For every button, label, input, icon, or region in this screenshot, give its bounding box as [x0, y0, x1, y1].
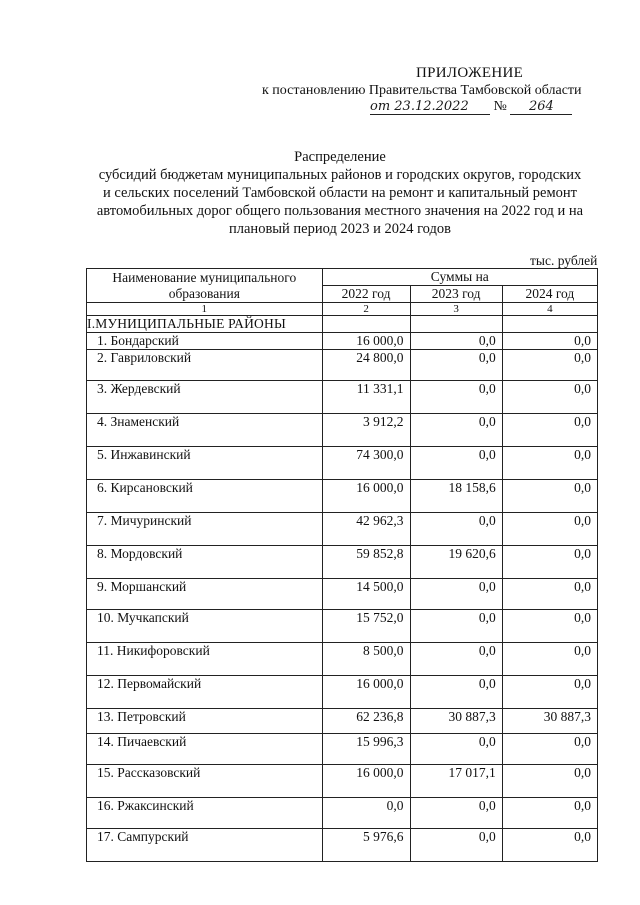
row-name: 7. Мичуринский — [87, 513, 323, 546]
col-header-name: Наименование муниципального образования — [87, 269, 323, 303]
row-value-2024: 0,0 — [502, 333, 597, 350]
table-row — [87, 513, 598, 546]
table-row — [87, 643, 598, 676]
row-name: 11. Никифоровский — [87, 643, 323, 676]
table-row — [87, 709, 598, 734]
row-value-2022: 16 000,0 — [322, 676, 410, 709]
row-name: 12. Первомайский — [87, 676, 323, 709]
date-handwritten: от 23.12.2022 — [370, 99, 490, 115]
row-value-2022: 42 962,3 — [322, 513, 410, 546]
col-header-2023: 2023 год — [410, 286, 502, 303]
title-line-5: плановый период 2023 и 2024 годов — [229, 221, 451, 237]
row-value-2022: 14 500,0 — [322, 579, 410, 610]
row-name: 17. Сампурский — [87, 829, 323, 862]
table-row — [87, 829, 598, 862]
section-empty-cell — [322, 316, 410, 333]
row-value-2022: 16 000,0 — [322, 333, 410, 350]
row-name: 5. Инжавинский — [87, 447, 323, 480]
row-name: 10. Мучкапский — [87, 610, 323, 643]
row-value-2024: 0,0 — [502, 829, 597, 862]
title-line-3: и сельских поселений Тамбовской области на ремонт и капитальный ремонт — [102, 185, 577, 201]
row-value-2022: 16 000,0 — [322, 765, 410, 798]
row-value-2023: 19 620,6 — [410, 546, 502, 579]
col-header-sums: Суммы на — [322, 269, 597, 286]
row-value-2023: 0,0 — [410, 798, 502, 829]
row-value-2024: 0,0 — [502, 381, 597, 414]
row-value-2024: 0,0 — [502, 414, 597, 447]
table-row — [87, 546, 598, 579]
row-value-2024: 0,0 — [502, 350, 597, 381]
row-value-2024: 30 887,3 — [502, 709, 597, 734]
row-value-2024: 0,0 — [502, 765, 597, 798]
row-value-2022: 11 331,1 — [322, 381, 410, 414]
row-name: 15. Рассказовский — [87, 765, 323, 798]
col-header-2022: 2022 год — [322, 286, 410, 303]
col-index-1: 1 — [87, 303, 323, 316]
table-row — [87, 765, 598, 798]
row-value-2023: 0,0 — [410, 676, 502, 709]
section-heading: I.МУНИЦИПАЛЬНЫЕ РАЙОНЫ — [87, 316, 323, 333]
resolution-reference: к постановлению Правительства Тамбовской области — [262, 83, 582, 98]
row-value-2022: 15 752,0 — [322, 610, 410, 643]
row-name: 8. Мордовский — [87, 546, 323, 579]
row-value-2023: 0,0 — [410, 381, 502, 414]
row-value-2023: 0,0 — [410, 350, 502, 381]
table-row — [87, 447, 598, 480]
row-value-2024: 0,0 — [502, 734, 597, 765]
row-value-2022: 5 976,6 — [322, 829, 410, 862]
row-value-2023: 30 887,3 — [410, 709, 502, 734]
section-empty-cell — [502, 316, 597, 333]
table-row — [87, 798, 598, 829]
row-name: 3. Жердевский — [87, 381, 323, 414]
row-value-2022: 16 000,0 — [322, 480, 410, 513]
row-value-2024: 0,0 — [502, 676, 597, 709]
row-value-2022: 74 300,0 — [322, 447, 410, 480]
row-name: 9. Моршанский — [87, 579, 323, 610]
table-row — [87, 480, 598, 513]
col-index-3: 3 — [410, 303, 502, 316]
row-name: 16. Ржаксинский — [87, 798, 323, 829]
title-line-4: автомобильных дорог общего пользования местного значения на 2022 год и на — [96, 203, 584, 219]
row-value-2024: 0,0 — [502, 610, 597, 643]
row-value-2022: 0,0 — [322, 798, 410, 829]
row-value-2023: 0,0 — [410, 333, 502, 350]
col-header-2024: 2024 год — [502, 286, 597, 303]
row-value-2024: 0,0 — [502, 480, 597, 513]
number-label: № — [493, 99, 507, 114]
table-row — [87, 610, 598, 643]
row-value-2023: 0,0 — [410, 829, 502, 862]
row-value-2022: 59 852,8 — [322, 546, 410, 579]
row-value-2022: 62 236,8 — [322, 709, 410, 734]
row-value-2023: 0,0 — [410, 734, 502, 765]
section-empty-cell — [410, 316, 502, 333]
row-name: 6. Кирсановский — [87, 480, 323, 513]
number-handwritten: 264 — [510, 99, 572, 115]
col-index-4: 4 — [502, 303, 597, 316]
row-name: 4. Знаменский — [87, 414, 323, 447]
row-value-2023: 0,0 — [410, 447, 502, 480]
title-line-2: субсидий бюджетам муниципальных районов и городских округов, городских — [98, 167, 582, 183]
row-value-2022: 8 500,0 — [322, 643, 410, 676]
row-name: 2. Гавриловский — [87, 350, 323, 381]
row-value-2022: 24 800,0 — [322, 350, 410, 381]
row-value-2024: 0,0 — [502, 546, 597, 579]
units-label: тыс. рублей — [530, 253, 598, 268]
row-name: 1. Бондарский — [87, 333, 323, 350]
row-value-2023: 18 158,6 — [410, 480, 502, 513]
row-value-2023: 0,0 — [410, 643, 502, 676]
row-value-2023: 0,0 — [410, 610, 502, 643]
table-row — [87, 381, 598, 414]
row-value-2024: 0,0 — [502, 643, 597, 676]
row-value-2022: 3 912,2 — [322, 414, 410, 447]
table-row — [87, 734, 598, 765]
resolution-date-number — [370, 98, 572, 116]
row-name: 13. Петровский — [87, 709, 323, 734]
row-value-2024: 0,0 — [502, 513, 597, 546]
row-value-2024: 0,0 — [502, 579, 597, 610]
row-value-2023: 0,0 — [410, 414, 502, 447]
table-row — [87, 676, 598, 709]
row-name: 14. Пичаевский — [87, 734, 323, 765]
row-value-2022: 15 996,3 — [322, 734, 410, 765]
row-value-2024: 0,0 — [502, 447, 597, 480]
col-index-2: 2 — [322, 303, 410, 316]
table-row — [87, 579, 598, 610]
row-value-2023: 17 017,1 — [410, 765, 502, 798]
row-value-2023: 0,0 — [410, 513, 502, 546]
table-row — [87, 350, 598, 381]
document-title — [60, 148, 620, 238]
row-value-2024: 0,0 — [502, 798, 597, 829]
table-row — [87, 333, 598, 350]
subsidy-table — [86, 268, 598, 862]
row-value-2023: 0,0 — [410, 579, 502, 610]
title-line-1: Распределение — [294, 149, 386, 165]
appendix-heading: ПРИЛОЖЕНИЕ — [416, 65, 524, 81]
table-row — [87, 414, 598, 447]
